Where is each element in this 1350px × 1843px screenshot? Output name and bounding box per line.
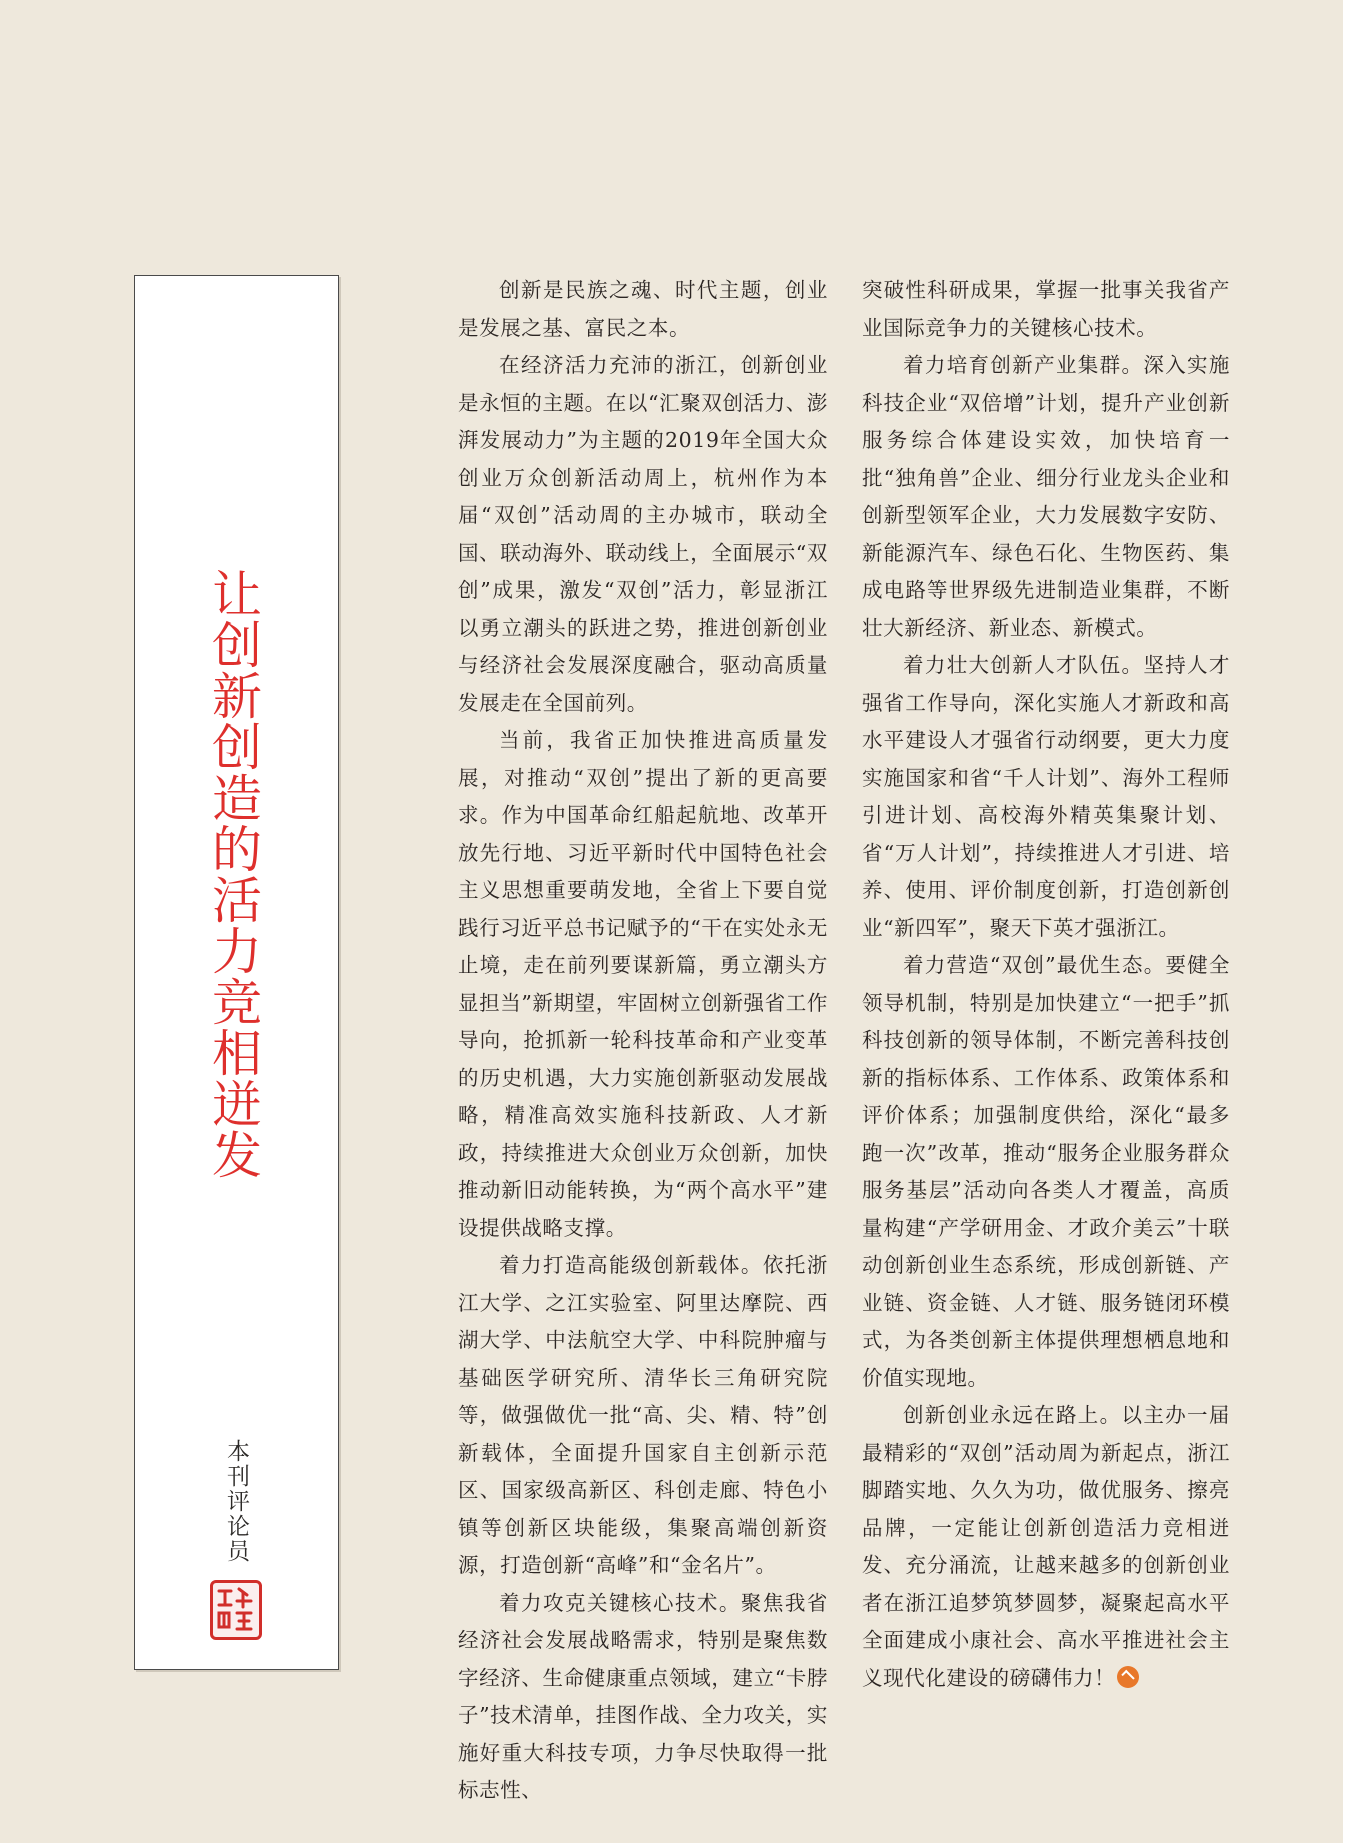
- body-paragraph: 创新是民族之魂、时代主题，创业是发展之基、富民之本。: [458, 278, 828, 340]
- body-paragraph: 着力攻克关键核心技术。聚焦我省经济社会发展战略需求，特别是聚焦数字经济、生命健康重点领域，建立“卡脖子”技术清单，挂图作战、全力攻关，实施好重大科技专项，力争尽快取得一批标志性、: [458, 1590, 828, 1802]
- title-panel: [134, 275, 339, 1670]
- body-paragraph-continued: 突破性科研成果，掌握一批事关我省产业国际竞争力的关键核心技术。: [862, 278, 1230, 340]
- body-paragraph-final: [862, 1397, 1230, 1697]
- page-edge-strip: [1343, 0, 1350, 1843]
- body-paragraph: 着力营造“双创”最优生态。要健全领导机制，特别是加快建立“一把手”抓科技创新的领导体制，不断完善科技创新的指标体系、工作体系、政策体系和评价体系；加强制度供给，深化“最多跑一次”改革，推动“服务企业服务群众服务基层”活动向各类人才覆盖，高质量构建“产学研用金、才政介美云”十联动创新创业生态系统，形成创新链、产业链、资金链、人才链、服务链闭环模式，为各类创新主体提供理想栖息地和价值实现地。: [862, 953, 1230, 1390]
- article-byline: 本刊评论员: [223, 1439, 249, 1564]
- article-body-column-left: [458, 272, 828, 1810]
- body-paragraph: 在经济活力充沛的浙江，创新创业是永恒的主题。在以“汇聚双创活力、澎湃发展动力”为主题的2019年全国大众创业万众创新活动周上，杭州作为本届“双创”活动周的主办城市，联动全国、联动海外、联动线上，全面展示“双创”成果，激发“双创”活力，彰显浙江以勇立潮头的跃进之势，推进创新创业与经济社会发展深度融合，驱动高质量发展走在全国前列。: [458, 353, 828, 715]
- body-paragraph: 着力打造高能级创新载体。依托浙江大学、之江实验室、阿里达摩院、西湖大学、中法航空大学、中科院肿瘤与基础医学研究所、清华长三角研究院等，做强做优一批“高、尖、精、特”创新载体，全面提升国家自主创新示范区、国家级高新区、科创走廊、特色小镇等创新区块能级，集聚高端创新资源，打造创新“高峰”和“金名片”。: [458, 1253, 828, 1577]
- body-paragraph: 着力壮大创新人才队伍。坚持人才强省工作导向，深化实施人才新政和高水平建设人才强省行动纲要，更大力度实施国家和省“千人计划”、海外工程师引进计划、高校海外精英集聚计划、省“万人计划”，持续推进人才引进、培养、使用、评价制度创新，打造创新创业“新四军”，聚天下英才强浙江。: [862, 653, 1230, 940]
- body-paragraph: 着力培育创新产业集群。深入实施科技企业“双倍增”计划，提升产业创新服务综合体建设实效，加快培育一批“独角兽”企业、细分行业龙头企业和创新型领军企业，大力发展数字安防、新能源汽车、绿色石化、生物医药、集成电路等世界级先进制造业集群，不断壮大新经济、新业态、新模式。: [862, 353, 1230, 640]
- seal-stamp-icon: [210, 1580, 262, 1640]
- end-of-article-icon: [1117, 1666, 1139, 1688]
- article-body-column-right: [862, 272, 1230, 1697]
- article-title: 让创新创造的活力竞相迸发: [204, 568, 262, 1180]
- body-paragraph: 当前，我省正加快推进高质量发展，对推动“双创”提出了新的更高要求。作为中国革命红船起航地、改革开放先行地、习近平新时代中国特色社会主义思想重要萌发地，全省上下要自觉践行习近平总书记赋予的“干在实处永无止境，走在前列要谋新篇，勇立潮头方显担当”新期望，牢固树立创新强省工作导向，抢抓新一轮科技革命和产业变革的历史机遇，大力实施创新驱动发展战略，精准高效实施科技新政、人才新政，持续推进大众创业万众创新，加快推动新旧动能转换，为“两个高水平”建设提供战略支撑。: [458, 728, 828, 1240]
- final-paragraph-text: 创新创业永远在路上。以主办一届最精彩的“双创”活动周为新起点，浙江脚踏实地、久久为功，做优服务、擦亮品牌，一定能让创新创造活力竞相迸发、充分涌流，让越来越多的创新创业者在浙江追梦筑梦圆梦，凝聚起高水平全面建成小康社会、高水平推进社会主义现代化建设的磅礴伟力！: [862, 1403, 1230, 1690]
